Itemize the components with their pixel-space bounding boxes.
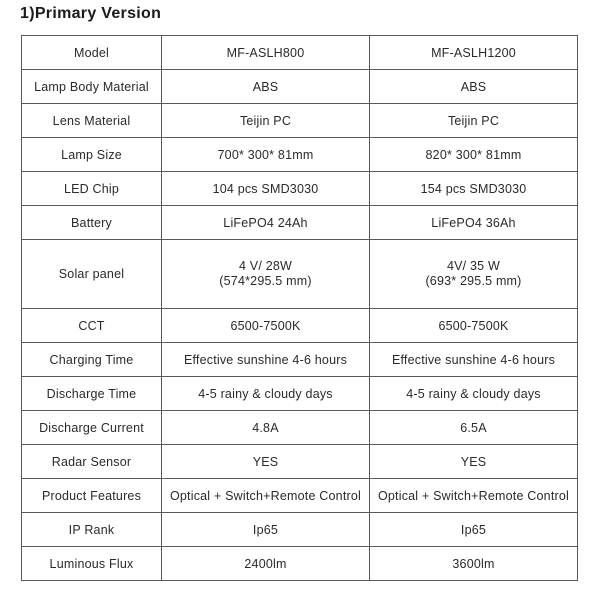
row-value-1: 6500-7500K <box>162 309 370 343</box>
row-label: Lens Material <box>22 104 162 138</box>
row-value-2: 154 pcs SMD3030 <box>370 172 578 206</box>
row-label: Product Features <box>22 479 162 513</box>
header-model-2: MF-ASLH1200 <box>370 36 578 70</box>
row-label: Charging Time <box>22 343 162 377</box>
row-value-2: Optical + Switch+Remote Control <box>370 479 578 513</box>
row-value-2: 6.5A <box>370 411 578 445</box>
row-value-2 <box>370 240 578 309</box>
row-label: Luminous Flux <box>22 547 162 581</box>
table-row <box>22 206 578 240</box>
row-value-2: 820* 300* 81mm <box>370 138 578 172</box>
table-row <box>22 513 578 547</box>
table-row <box>22 309 578 343</box>
row-value-1: ABS <box>162 70 370 104</box>
row-value-1: 104 pcs SMD3030 <box>162 172 370 206</box>
row-value-2: 3600lm <box>370 547 578 581</box>
table-row <box>22 411 578 445</box>
row-value-2: Teijin PC <box>370 104 578 138</box>
table-row <box>22 240 578 309</box>
row-value-2: LiFePO4 36Ah <box>370 206 578 240</box>
table-row <box>22 343 578 377</box>
row-value-2: 4-5 rainy & cloudy days <box>370 377 578 411</box>
table-header-row <box>22 36 578 70</box>
row-label: Discharge Current <box>22 411 162 445</box>
row-value-1: 4-5 rainy & cloudy days <box>162 377 370 411</box>
row-value-1: LiFePO4 24Ah <box>162 206 370 240</box>
row-label: IP Rank <box>22 513 162 547</box>
row-label: Discharge Time <box>22 377 162 411</box>
header-label: Model <box>22 36 162 70</box>
row-value-2: Ip65 <box>370 513 578 547</box>
row-value-1: Teijin PC <box>162 104 370 138</box>
row-value-1 <box>162 240 370 309</box>
row-label: Solar panel <box>22 240 162 309</box>
solar-size-line: (574*295.5 mm) <box>219 274 312 288</box>
row-label: Lamp Body Material <box>22 70 162 104</box>
table-row <box>22 377 578 411</box>
table-row <box>22 138 578 172</box>
table-row <box>22 479 578 513</box>
spec-table <box>21 35 578 581</box>
row-value-1: Ip65 <box>162 513 370 547</box>
section-title: 1)Primary Version <box>20 5 162 22</box>
row-value-1: 700* 300* 81mm <box>162 138 370 172</box>
row-value-1: 2400lm <box>162 547 370 581</box>
table-row <box>22 104 578 138</box>
row-value-1: Optical + Switch+Remote Control <box>162 479 370 513</box>
row-value-1: Effective sunshine 4-6 hours <box>162 343 370 377</box>
row-label: Lamp Size <box>22 138 162 172</box>
solar-size-line: (693* 295.5 mm) <box>425 274 522 288</box>
row-value-2: 6500-7500K <box>370 309 578 343</box>
row-value-1: YES <box>162 445 370 479</box>
row-value-2: ABS <box>370 70 578 104</box>
table-row <box>22 547 578 581</box>
row-label: LED Chip <box>22 172 162 206</box>
header-model-1: MF-ASLH800 <box>162 36 370 70</box>
table-row <box>22 445 578 479</box>
row-value-2: Effective sunshine 4-6 hours <box>370 343 578 377</box>
table-row <box>22 70 578 104</box>
row-label: Radar Sensor <box>22 445 162 479</box>
row-label: CCT <box>22 309 162 343</box>
solar-spec-line: 4V/ 35 W <box>446 259 500 273</box>
row-value-2: YES <box>370 445 578 479</box>
row-value-1: 4.8A <box>162 411 370 445</box>
row-label: Battery <box>22 206 162 240</box>
solar-spec-line: 4 V/ 28W <box>238 259 292 273</box>
table-row <box>22 172 578 206</box>
